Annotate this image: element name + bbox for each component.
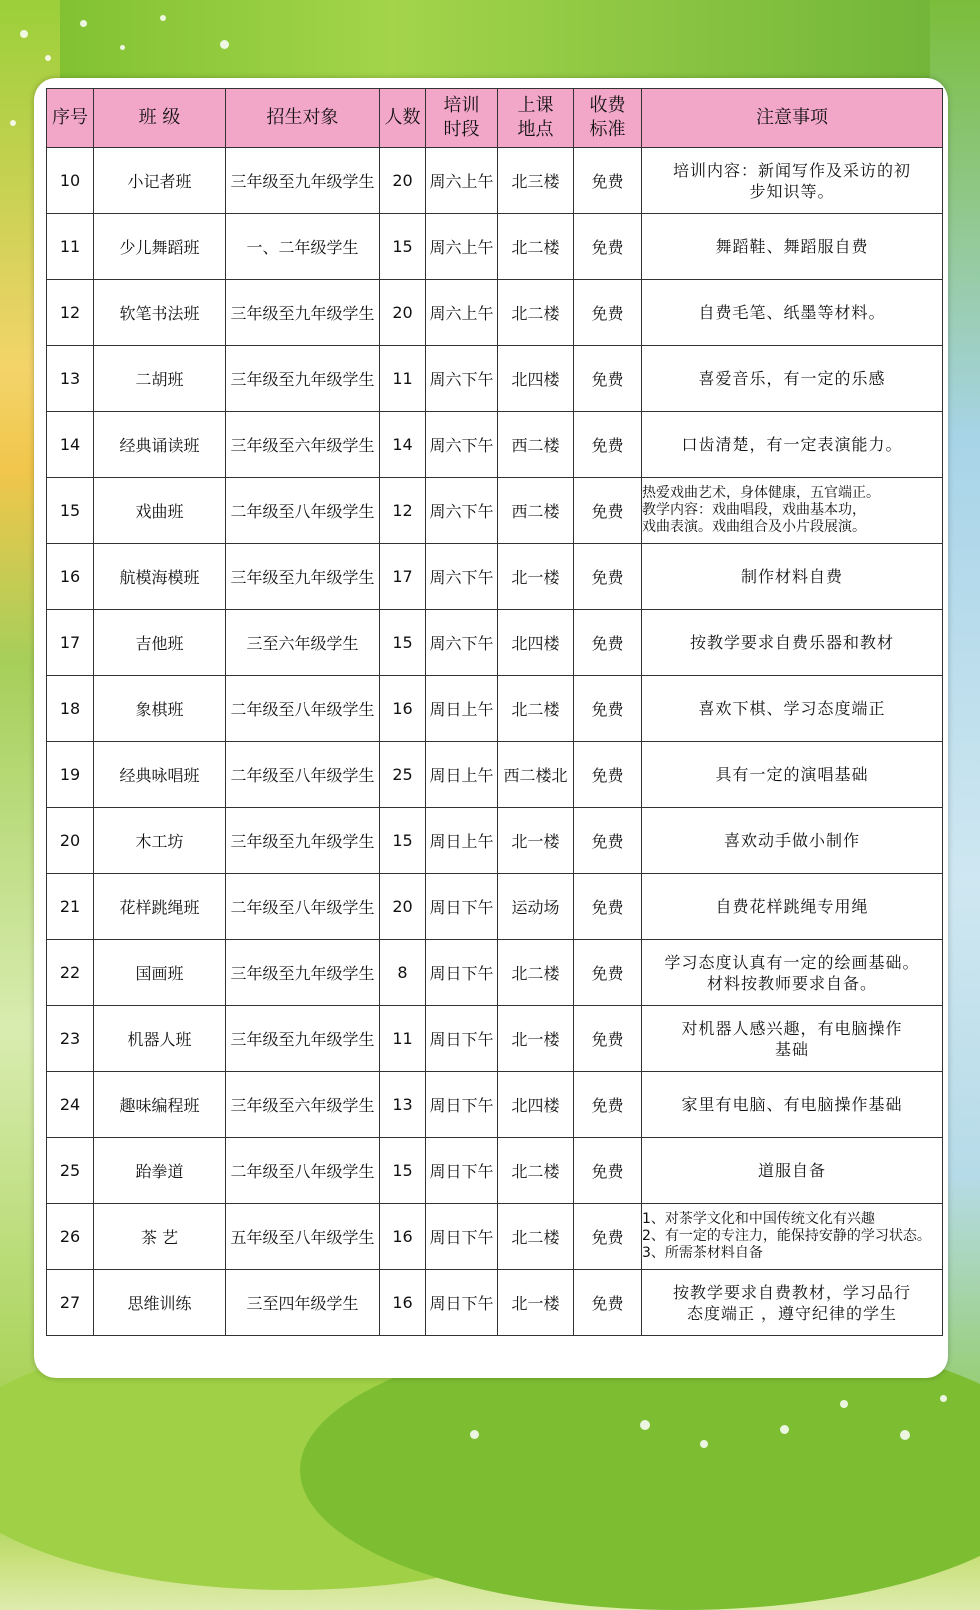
decor-dot [940, 1395, 947, 1402]
row-number-cell: 15 [47, 478, 94, 544]
table-row [47, 676, 943, 742]
training-time-cell: 周日下午 [426, 1204, 498, 1270]
row-number-cell: 20 [47, 808, 94, 874]
table-row [47, 1072, 943, 1138]
student-count-cell: 20 [380, 148, 426, 214]
row-number-cell: 17 [47, 610, 94, 676]
training-time-cell: 周日下午 [426, 1138, 498, 1204]
header-time: 培训 时段 [426, 89, 498, 148]
decor-dot [220, 40, 229, 49]
table-row [47, 478, 943, 544]
table-header-row [47, 89, 943, 148]
decor-dot [640, 1420, 650, 1430]
training-time-cell: 周六下午 [426, 544, 498, 610]
training-time-cell: 周日上午 [426, 676, 498, 742]
fee-standard-cell: 免费 [574, 808, 642, 874]
fee-standard-cell: 免费 [574, 346, 642, 412]
training-time-cell: 周六下午 [426, 412, 498, 478]
fee-standard-cell: 免费 [574, 1072, 642, 1138]
enrollment-target-cell: 二年级至八年级学生 [226, 874, 380, 940]
decor-dot [10, 120, 16, 126]
training-time-cell: 周六下午 [426, 478, 498, 544]
training-time-cell: 周日下午 [426, 1270, 498, 1336]
notes-cell: 学习态度认真有一定的绘画基础。 材料按教师要求自备。 [642, 940, 943, 1006]
row-number-cell: 25 [47, 1138, 94, 1204]
decor-dot [45, 55, 51, 61]
class-name-cell: 戏曲班 [94, 478, 226, 544]
class-location-cell: 北四楼 [498, 346, 574, 412]
enrollment-target-cell: 三年级至九年级学生 [226, 940, 380, 1006]
table-row [47, 280, 943, 346]
row-number-cell: 26 [47, 1204, 94, 1270]
class-location-cell: 西二楼 [498, 478, 574, 544]
table-row [47, 1138, 943, 1204]
table-row [47, 1204, 943, 1270]
table-row [47, 412, 943, 478]
row-number-cell: 27 [47, 1270, 94, 1336]
header-no: 序号 [47, 89, 94, 148]
class-location-cell: 北一楼 [498, 1006, 574, 1072]
table-row [47, 346, 943, 412]
class-location-cell: 北一楼 [498, 1270, 574, 1336]
row-number-cell: 11 [47, 214, 94, 280]
notes-cell: 1、对茶学文化和中国传统文化有兴趣 2、有一定的专注力，能保持安静的学习状态。 3、所需茶材料自备 [642, 1204, 943, 1270]
enrollment-target-cell: 一、二年级学生 [226, 214, 380, 280]
row-number-cell: 24 [47, 1072, 94, 1138]
header-notes: 注意事项 [642, 89, 943, 148]
notes-cell: 按教学要求自费乐器和教材 [642, 610, 943, 676]
enrollment-target-cell: 三年级至九年级学生 [226, 544, 380, 610]
enrollment-target-cell: 三年级至九年级学生 [226, 346, 380, 412]
fee-standard-cell: 免费 [574, 1138, 642, 1204]
class-location-cell: 北一楼 [498, 808, 574, 874]
header-class: 班 级 [94, 89, 226, 148]
class-name-cell: 经典诵读班 [94, 412, 226, 478]
student-count-cell: 20 [380, 280, 426, 346]
row-number-cell: 10 [47, 148, 94, 214]
fee-standard-cell: 免费 [574, 610, 642, 676]
class-location-cell: 北四楼 [498, 1072, 574, 1138]
class-location-cell: 北二楼 [498, 940, 574, 1006]
student-count-cell: 15 [380, 1138, 426, 1204]
fee-standard-cell: 免费 [574, 214, 642, 280]
class-name-cell: 吉他班 [94, 610, 226, 676]
class-location-cell: 北四楼 [498, 610, 574, 676]
student-count-cell: 17 [380, 544, 426, 610]
student-count-cell: 16 [380, 676, 426, 742]
training-time-cell: 周日下午 [426, 1006, 498, 1072]
training-time-cell: 周日下午 [426, 874, 498, 940]
class-location-cell: 西二楼 [498, 412, 574, 478]
decor-dot [840, 1400, 848, 1408]
enrollment-target-cell: 三年级至九年级学生 [226, 808, 380, 874]
enrollment-target-cell: 三年级至九年级学生 [226, 148, 380, 214]
row-number-cell: 14 [47, 412, 94, 478]
training-time-cell: 周日下午 [426, 940, 498, 1006]
table-row [47, 544, 943, 610]
enrollment-target-cell: 三至四年级学生 [226, 1270, 380, 1336]
decor-dot [470, 1430, 479, 1439]
row-number-cell: 13 [47, 346, 94, 412]
background-top-band [0, 0, 980, 90]
notes-cell: 热爱戏曲艺术，身体健康，五官端正。 教学内容：戏曲唱段，戏曲基本功， 戏曲表演。戏曲组合及小片段展演。 [642, 478, 943, 544]
student-count-cell: 20 [380, 874, 426, 940]
notes-cell: 对机器人感兴趣，有电脑操作 基础 [642, 1006, 943, 1072]
notes-cell: 舞蹈鞋、舞蹈服自费 [642, 214, 943, 280]
fee-standard-cell: 免费 [574, 676, 642, 742]
class-name-cell: 经典咏唱班 [94, 742, 226, 808]
fee-standard-cell: 免费 [574, 412, 642, 478]
header-target: 招生对象 [226, 89, 380, 148]
training-time-cell: 周日上午 [426, 742, 498, 808]
row-number-cell: 21 [47, 874, 94, 940]
row-number-cell: 12 [47, 280, 94, 346]
header-count: 人数 [380, 89, 426, 148]
enrollment-target-cell: 二年级至八年级学生 [226, 742, 380, 808]
enrollment-target-cell: 三年级至六年级学生 [226, 412, 380, 478]
student-count-cell: 16 [380, 1204, 426, 1270]
student-count-cell: 15 [380, 808, 426, 874]
class-name-cell: 象棋班 [94, 676, 226, 742]
training-time-cell: 周六上午 [426, 214, 498, 280]
fee-standard-cell: 免费 [574, 280, 642, 346]
student-count-cell: 11 [380, 1006, 426, 1072]
student-count-cell: 8 [380, 940, 426, 1006]
row-number-cell: 19 [47, 742, 94, 808]
fee-standard-cell: 免费 [574, 148, 642, 214]
notes-cell: 道服自备 [642, 1138, 943, 1204]
fee-standard-cell: 免费 [574, 544, 642, 610]
training-time-cell: 周六下午 [426, 346, 498, 412]
class-name-cell: 趣味编程班 [94, 1072, 226, 1138]
class-location-cell: 北二楼 [498, 214, 574, 280]
class-name-cell: 国画班 [94, 940, 226, 1006]
table-row [47, 148, 943, 214]
row-number-cell: 22 [47, 940, 94, 1006]
table-row [47, 874, 943, 940]
enrollment-target-cell: 三年级至九年级学生 [226, 1006, 380, 1072]
class-location-cell: 西二楼北 [498, 742, 574, 808]
class-schedule-table [46, 88, 943, 1336]
decor-dot [900, 1430, 910, 1440]
notes-cell: 家里有电脑、有电脑操作基础 [642, 1072, 943, 1138]
decor-dot [20, 30, 28, 38]
notes-cell: 自费毛笔、纸墨等材料。 [642, 280, 943, 346]
table-row [47, 1006, 943, 1072]
table-row [47, 214, 943, 280]
row-number-cell: 18 [47, 676, 94, 742]
enrollment-target-cell: 三至六年级学生 [226, 610, 380, 676]
student-count-cell: 14 [380, 412, 426, 478]
class-name-cell: 花样跳绳班 [94, 874, 226, 940]
fee-standard-cell: 免费 [574, 1006, 642, 1072]
notes-cell: 具有一定的演唱基础 [642, 742, 943, 808]
fee-standard-cell: 免费 [574, 940, 642, 1006]
fee-standard-cell: 免费 [574, 742, 642, 808]
notes-cell: 培训内容：新闻写作及采访的初 步知识等。 [642, 148, 943, 214]
student-count-cell: 15 [380, 214, 426, 280]
fee-standard-cell: 免费 [574, 874, 642, 940]
table-row [47, 610, 943, 676]
class-name-cell: 跆拳道 [94, 1138, 226, 1204]
enrollment-target-cell: 三年级至六年级学生 [226, 1072, 380, 1138]
table-row [47, 742, 943, 808]
notes-cell: 喜欢下棋、学习态度端正 [642, 676, 943, 742]
student-count-cell: 11 [380, 346, 426, 412]
table-row [47, 1270, 943, 1336]
notes-cell: 自费花样跳绳专用绳 [642, 874, 943, 940]
training-time-cell: 周六上午 [426, 280, 498, 346]
training-time-cell: 周日上午 [426, 808, 498, 874]
enrollment-target-cell: 五年级至八年级学生 [226, 1204, 380, 1270]
class-location-cell: 北二楼 [498, 1204, 574, 1270]
class-name-cell: 小记者班 [94, 148, 226, 214]
notes-cell: 按教学要求自费教材，学习品行 态度端正 ，遵守纪律的学生 [642, 1270, 943, 1336]
decor-dot [120, 45, 125, 50]
class-location-cell: 北二楼 [498, 1138, 574, 1204]
class-location-cell: 北二楼 [498, 280, 574, 346]
notes-cell: 喜爱音乐，有一定的乐感 [642, 346, 943, 412]
student-count-cell: 13 [380, 1072, 426, 1138]
decor-dot [160, 15, 166, 21]
notes-cell: 口齿清楚，有一定表演能力。 [642, 412, 943, 478]
training-time-cell: 周日下午 [426, 1072, 498, 1138]
class-location-cell: 北二楼 [498, 676, 574, 742]
training-time-cell: 周六上午 [426, 148, 498, 214]
student-count-cell: 12 [380, 478, 426, 544]
enrollment-target-cell: 三年级至九年级学生 [226, 280, 380, 346]
class-location-cell: 北三楼 [498, 148, 574, 214]
decor-dot [80, 20, 87, 27]
decor-dot [780, 1425, 789, 1434]
student-count-cell: 15 [380, 610, 426, 676]
fee-standard-cell: 免费 [574, 1204, 642, 1270]
class-name-cell: 木工坊 [94, 808, 226, 874]
table-row [47, 808, 943, 874]
class-name-cell: 思维训练 [94, 1270, 226, 1336]
row-number-cell: 16 [47, 544, 94, 610]
class-location-cell: 北一楼 [498, 544, 574, 610]
header-fee: 收费 标准 [574, 89, 642, 148]
class-name-cell: 软笔书法班 [94, 280, 226, 346]
class-location-cell: 运动场 [498, 874, 574, 940]
class-name-cell: 二胡班 [94, 346, 226, 412]
class-name-cell: 茶 艺 [94, 1204, 226, 1270]
class-name-cell: 航模海模班 [94, 544, 226, 610]
student-count-cell: 16 [380, 1270, 426, 1336]
enrollment-target-cell: 二年级至八年级学生 [226, 1138, 380, 1204]
notes-cell: 喜欢动手做小制作 [642, 808, 943, 874]
notes-cell: 制作材料自费 [642, 544, 943, 610]
decor-dot [700, 1440, 708, 1448]
training-time-cell: 周六下午 [426, 610, 498, 676]
enrollment-target-cell: 二年级至八年级学生 [226, 676, 380, 742]
enrollment-target-cell: 二年级至八年级学生 [226, 478, 380, 544]
fee-standard-cell: 免费 [574, 478, 642, 544]
row-number-cell: 23 [47, 1006, 94, 1072]
header-place: 上课 地点 [498, 89, 574, 148]
student-count-cell: 25 [380, 742, 426, 808]
class-name-cell: 机器人班 [94, 1006, 226, 1072]
class-name-cell: 少儿舞蹈班 [94, 214, 226, 280]
table-row [47, 940, 943, 1006]
fee-standard-cell: 免费 [574, 1270, 642, 1336]
